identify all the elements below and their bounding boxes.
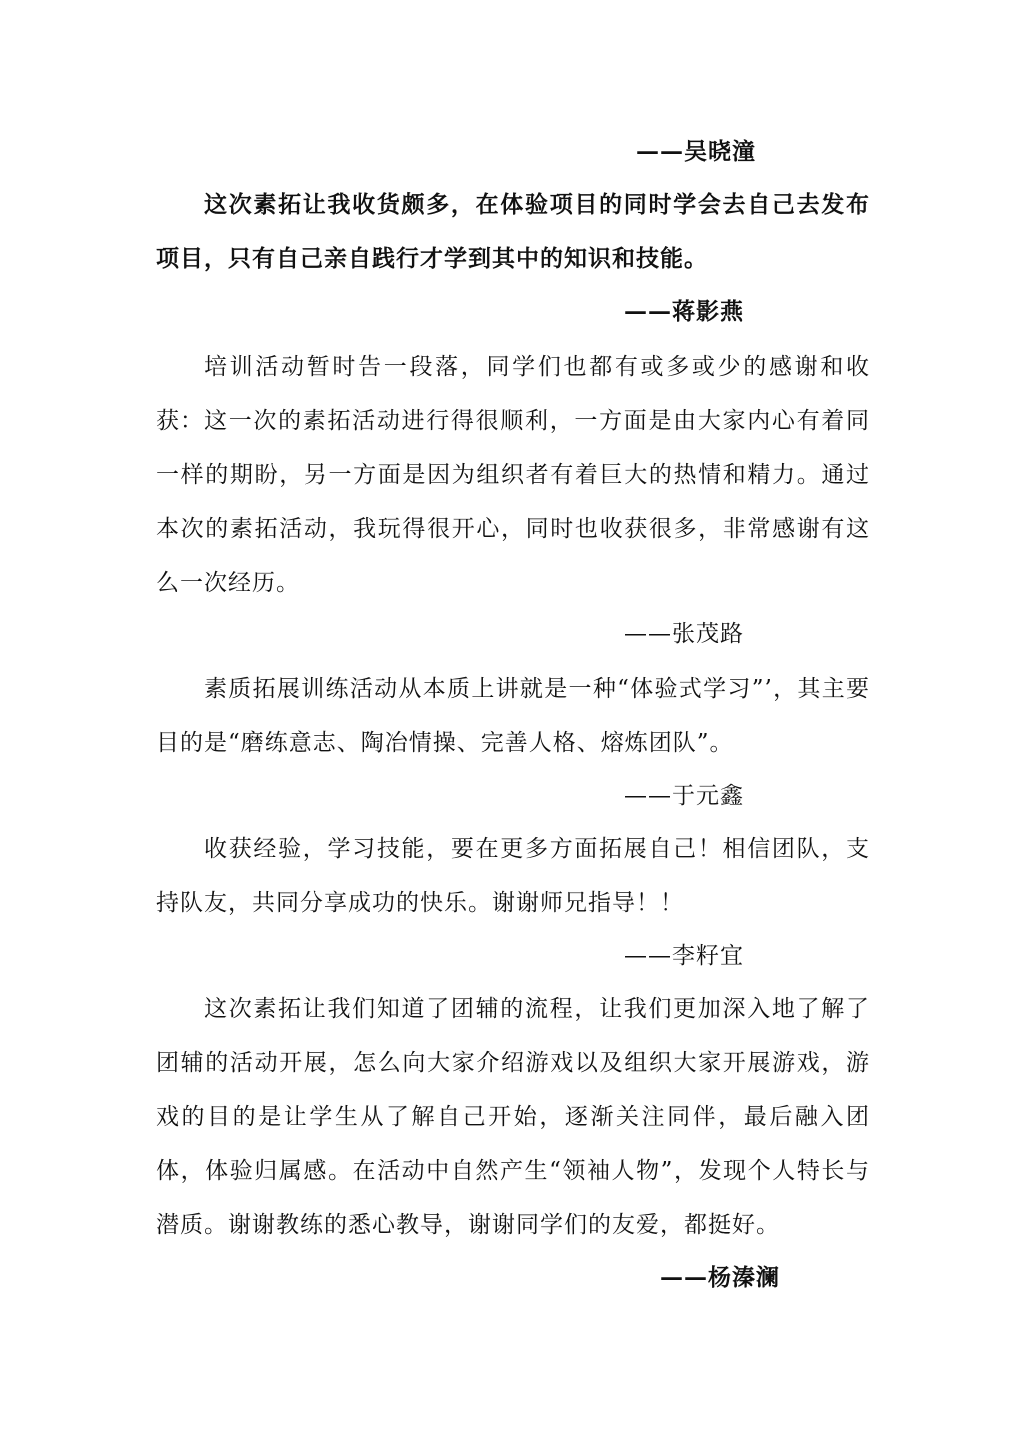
signature-wu-xiaotong: ——吴晓潼 — [636, 138, 756, 165]
signature-yu-yuanxin: ——于元鑫 — [624, 783, 744, 809]
paragraph-reflection-li: 收获经验，学习技能，要在更多方面拓展自己！相信团队，支持队友，共同分享成功的快乐。谢谢师兄指导！！ — [156, 836, 870, 916]
signature-jiang-yingyan: ——蒋影燕 — [624, 298, 744, 325]
signature-yang-zhenlan: ——杨溱澜 — [660, 1264, 780, 1291]
paragraph-reflection-yu: 素质拓展训练活动从本质上讲就是一种“体验式学习”’，其主要目的是“磨练意志、陶冶情操、完善人格、熔炼团队”。 — [156, 676, 870, 756]
signature-zhang-maolu: ——张茂路 — [624, 621, 744, 647]
paragraph-reflection-jiang: 这次素拓让我收货颇多，在体验项目的同时学会去自己去发布项目，只有自己亲自践行才学到其中的知识和技能。 — [156, 191, 870, 272]
paragraph-reflection-zhang: 这一次的素拓活动进行得很顺利，一方面是由大家内心有着同一样的期盼，另一方面是因为组织者有着巨大的热情和精力。通过本次的素拓活动，我玩得很开心，同时也收获很多，非常感谢有这么一次经历。 — [156, 408, 870, 596]
signature-li-ziyi: ——李籽宜 — [624, 943, 744, 969]
paragraph-reflection-yang: 这次素拓让我们知道了团辅的流程，让我们更加深入地了解了团辅的活动开展，怎么向大家介绍游戏以及组织大家开展游戏，游戏的目的是让学生从了解自己开始，逐渐关注同伴，最后融入团体，体验归属感。在活动中自然产生“领袖人物”，发现个人特长与潜质。谢谢教练的悉心教导，谢谢同学们的友爱，都挺好。 — [156, 996, 870, 1238]
paragraph-intro: 培训活动暂时告一段落，同学们也都有或多或少的感谢和收获： — [156, 354, 870, 434]
